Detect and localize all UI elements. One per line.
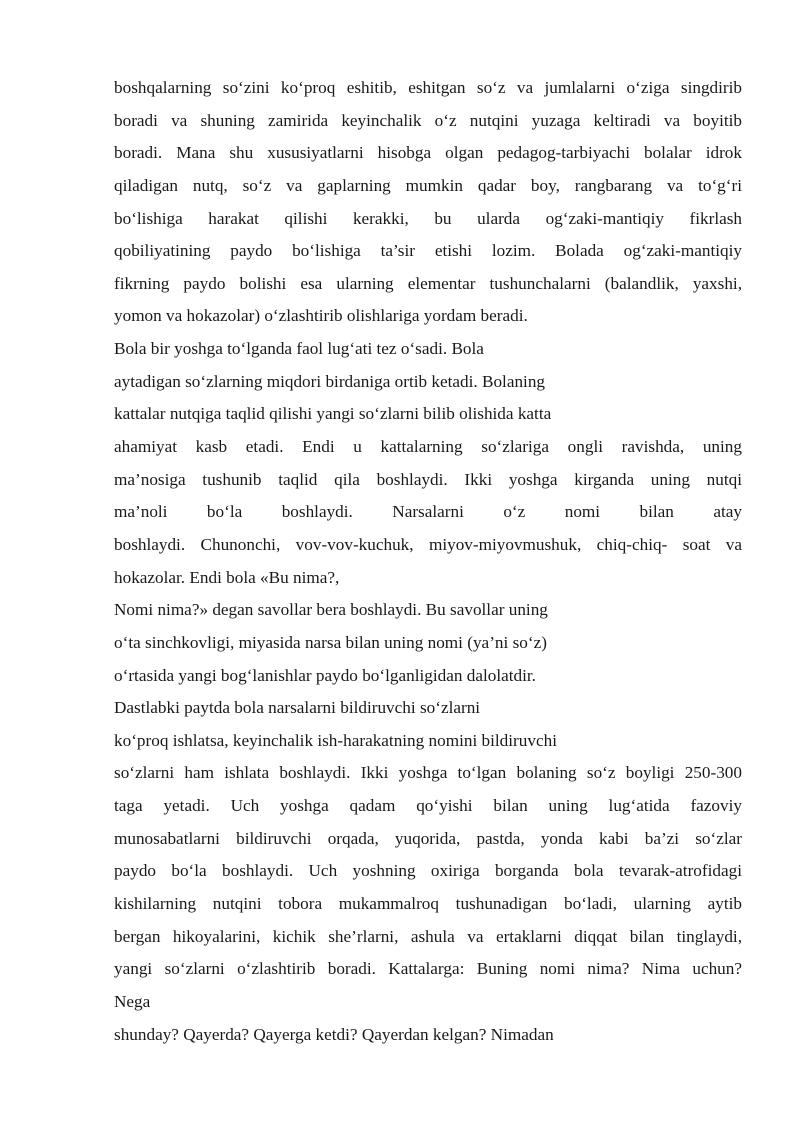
text-line: kishilarning nutqini tobora mukammalroq tushunadigan bo‘ladi, ularning aytib [114,894,742,914]
body-text [114,72,742,1051]
text-line: munosabatlarni bildiruvchi orqada, yuqorida, pastda, yonda kabi ba’zi so‘zlar [114,828,742,848]
text-line: ma’noli bo‘la boshlaydi. Narsalarni o‘z nomi bilan atay [114,502,742,522]
text-line: shunday? Qayerda? Qayerga ketdi? Qayerdan kelgan? Nimadan [114,1024,554,1044]
text-line: paydo bo‘la boshlaydi. Uch yoshning oxiriga borganda bola tevarak-atrofidagi [114,861,742,881]
text-line: qobiliyatining paydo bo‘lishiga ta’sir etishi lozim. Bolada og‘zaki-mantiqiy [114,241,742,261]
text-line: o‘rtasida yangi bog‘lanishlar paydo bo‘lganligidan dalolatdir. [114,665,536,685]
text-line: ahamiyat kasb etadi. Endi u kattalarning so‘zlariga ongli ravishda, uning [114,437,742,457]
text-line: hokazolar. Endi bola «Bu nima?, [114,567,340,587]
text-line: aytadigan so‘zlarning miqdori birdaniga ortib ketadi. Bolaning [114,371,546,391]
text-line: boradi. Mana shu xususiyatlarni hisobga olgan pedagog-tarbiyachi bolalar idrok [114,143,742,163]
text-line: fikrning paydo bolishi esa ularning elementar tushunchalarni (balandlik, yaxshi, [114,273,742,293]
text-line: bergan hikoyalarini, kichik she’rlarni, ashula va ertaklarni diqqat bilan tinglaydi, [114,926,742,946]
text-line: boshlaydi. Chunonchi, vov-vov-kuchuk, miyov-miyovmushuk, chiq-chiq- soat va [114,534,742,554]
text-line: yangi so‘zlarni o‘zlashtirib boradi. Kattalarga: Buning nomi nima? Nima uchun? [114,959,742,979]
text-line: so‘zlarni ham ishlata boshlaydi. Ikki yoshga to‘lgan bolaning so‘z boyligi 250-300 [114,763,742,783]
text-line: Nega [114,991,151,1011]
text-line: Nomi nima?» degan savollar bera boshlaydi. Bu savollar uning [114,600,548,620]
text-line: o‘ta sinchkovligi, miyasida narsa bilan uning nomi (ya’ni so‘z) [114,632,547,652]
text-line: ma’nosiga tushunib taqlid qila boshlaydi. Ikki yoshga kirganda uning nutqi [114,469,742,489]
text-line: Dastlabki paytda bola narsalarni bildiruvchi so‘zlarni [114,698,481,718]
text-line: bo‘lishiga harakat qilishi kerakki, bu ularda og‘zaki-mantiqiy fikrlash [114,208,742,228]
text-line: ko‘proq ishlatsa, keyinchalik ish-harakatning nomini bildiruvchi [114,730,557,750]
text-line: boradi va shuning zamirida keyinchalik o‘z nutqini yuzaga keltiradi va boyitib [114,110,742,130]
text-line: kattalar nutqiga taqlid qilishi yangi so‘zlarni bilib olishida katta [114,404,552,424]
text-line: qiladigan nutq, so‘z va gaplarning mumkin qadar boy, rangbarang va to‘g‘ri [114,175,742,195]
text-line: boshqalarning so‘zini ko‘proq eshitib, eshitgan so‘z va jumlalarni o‘ziga singdirib [114,78,742,97]
text-line: taga yetadi. Uch yoshga qadam qo‘yishi bilan uning lug‘atida fazoviy [114,796,742,816]
text-line: Bola bir yoshga to‘lganda faol lug‘ati tez o‘sadi. Bola [114,339,484,359]
text-line: yomon va hokazolar) o‘zlashtirib olishlariga yordam beradi. [114,306,528,326]
